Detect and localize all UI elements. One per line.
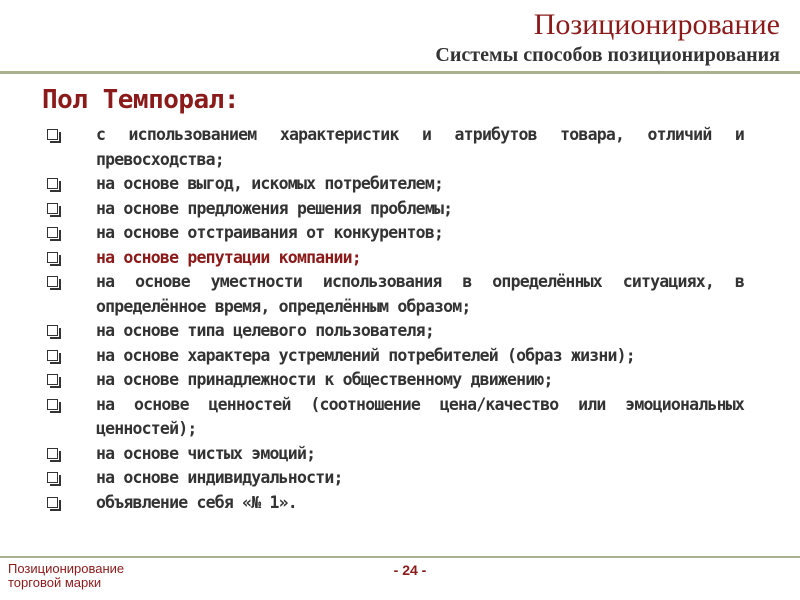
list-item (47, 197, 744, 222)
list-item (47, 319, 744, 344)
checkbox-bullet-icon (47, 129, 58, 140)
slide-title: Позиционирование (533, 8, 780, 41)
list-item-text: на основе ценностей (соотношение цена/качество или эмоциональных ценностей); (96, 394, 744, 438)
list-item (47, 270, 744, 319)
list-item-text: на основе характера устремлений потребителей (образ жизни); (96, 345, 635, 365)
list-item (47, 491, 744, 516)
list-item-text: на основе принадлежности к общественному движению; (96, 370, 553, 389)
list-item (47, 442, 744, 467)
page-number: - 24 - (393, 562, 427, 578)
checkbox-bullet-icon (47, 350, 58, 361)
checkbox-bullet-icon (47, 497, 58, 508)
footer-divider (0, 556, 800, 558)
slide-subtitle: Системы способов позиционирования (435, 44, 780, 66)
list-item-text: на основе индивидуальности; (96, 468, 343, 487)
list-item-text: на основе чистых эмоций; (96, 443, 316, 463)
list-item-text: объявление себя «№ 1». (96, 492, 297, 512)
checkbox-bullet-icon (47, 374, 58, 385)
checkbox-bullet-icon (47, 227, 58, 238)
checkbox-bullet-icon (47, 276, 58, 287)
list-item-highlighted (47, 246, 744, 271)
footer-label-line1: Позиционирование (8, 561, 125, 576)
list-item (47, 466, 744, 491)
list-item (47, 393, 744, 442)
list-item (47, 344, 744, 369)
checkbox-bullet-icon (47, 448, 58, 459)
list-item (47, 221, 744, 246)
checkbox-bullet-icon (47, 399, 58, 410)
section-heading: Пол Темпорал: (42, 85, 239, 115)
list-item-text: на основе уместности использования в определённых ситуациях, в определённое время, определённым образом; (96, 272, 744, 316)
list-item-text: на основе выгод, искомых потребителем; (96, 174, 444, 193)
list-item (47, 123, 744, 172)
checkbox-bullet-icon (47, 472, 58, 483)
checkbox-bullet-icon (47, 178, 58, 189)
list-item-text: на основе отстраивания от конкурентов; (96, 223, 444, 242)
list-item-text: на основе репутации компании; (96, 247, 361, 267)
footer-label-line2: торговой марки (8, 575, 102, 590)
list-item-text: на основе предложения решения проблемы; (96, 198, 453, 218)
bullet-list (47, 123, 744, 515)
checkbox-bullet-icon (47, 325, 58, 336)
checkbox-bullet-icon (47, 252, 58, 263)
list-item (47, 172, 744, 197)
list-item-text: с использованием характеристик и атрибутов товара, отличий и превосходства; (96, 125, 744, 169)
list-item (47, 368, 744, 393)
list-item-text: на основе типа целевого пользователя; (96, 321, 434, 340)
header-divider (0, 71, 800, 74)
checkbox-bullet-icon (47, 203, 58, 214)
